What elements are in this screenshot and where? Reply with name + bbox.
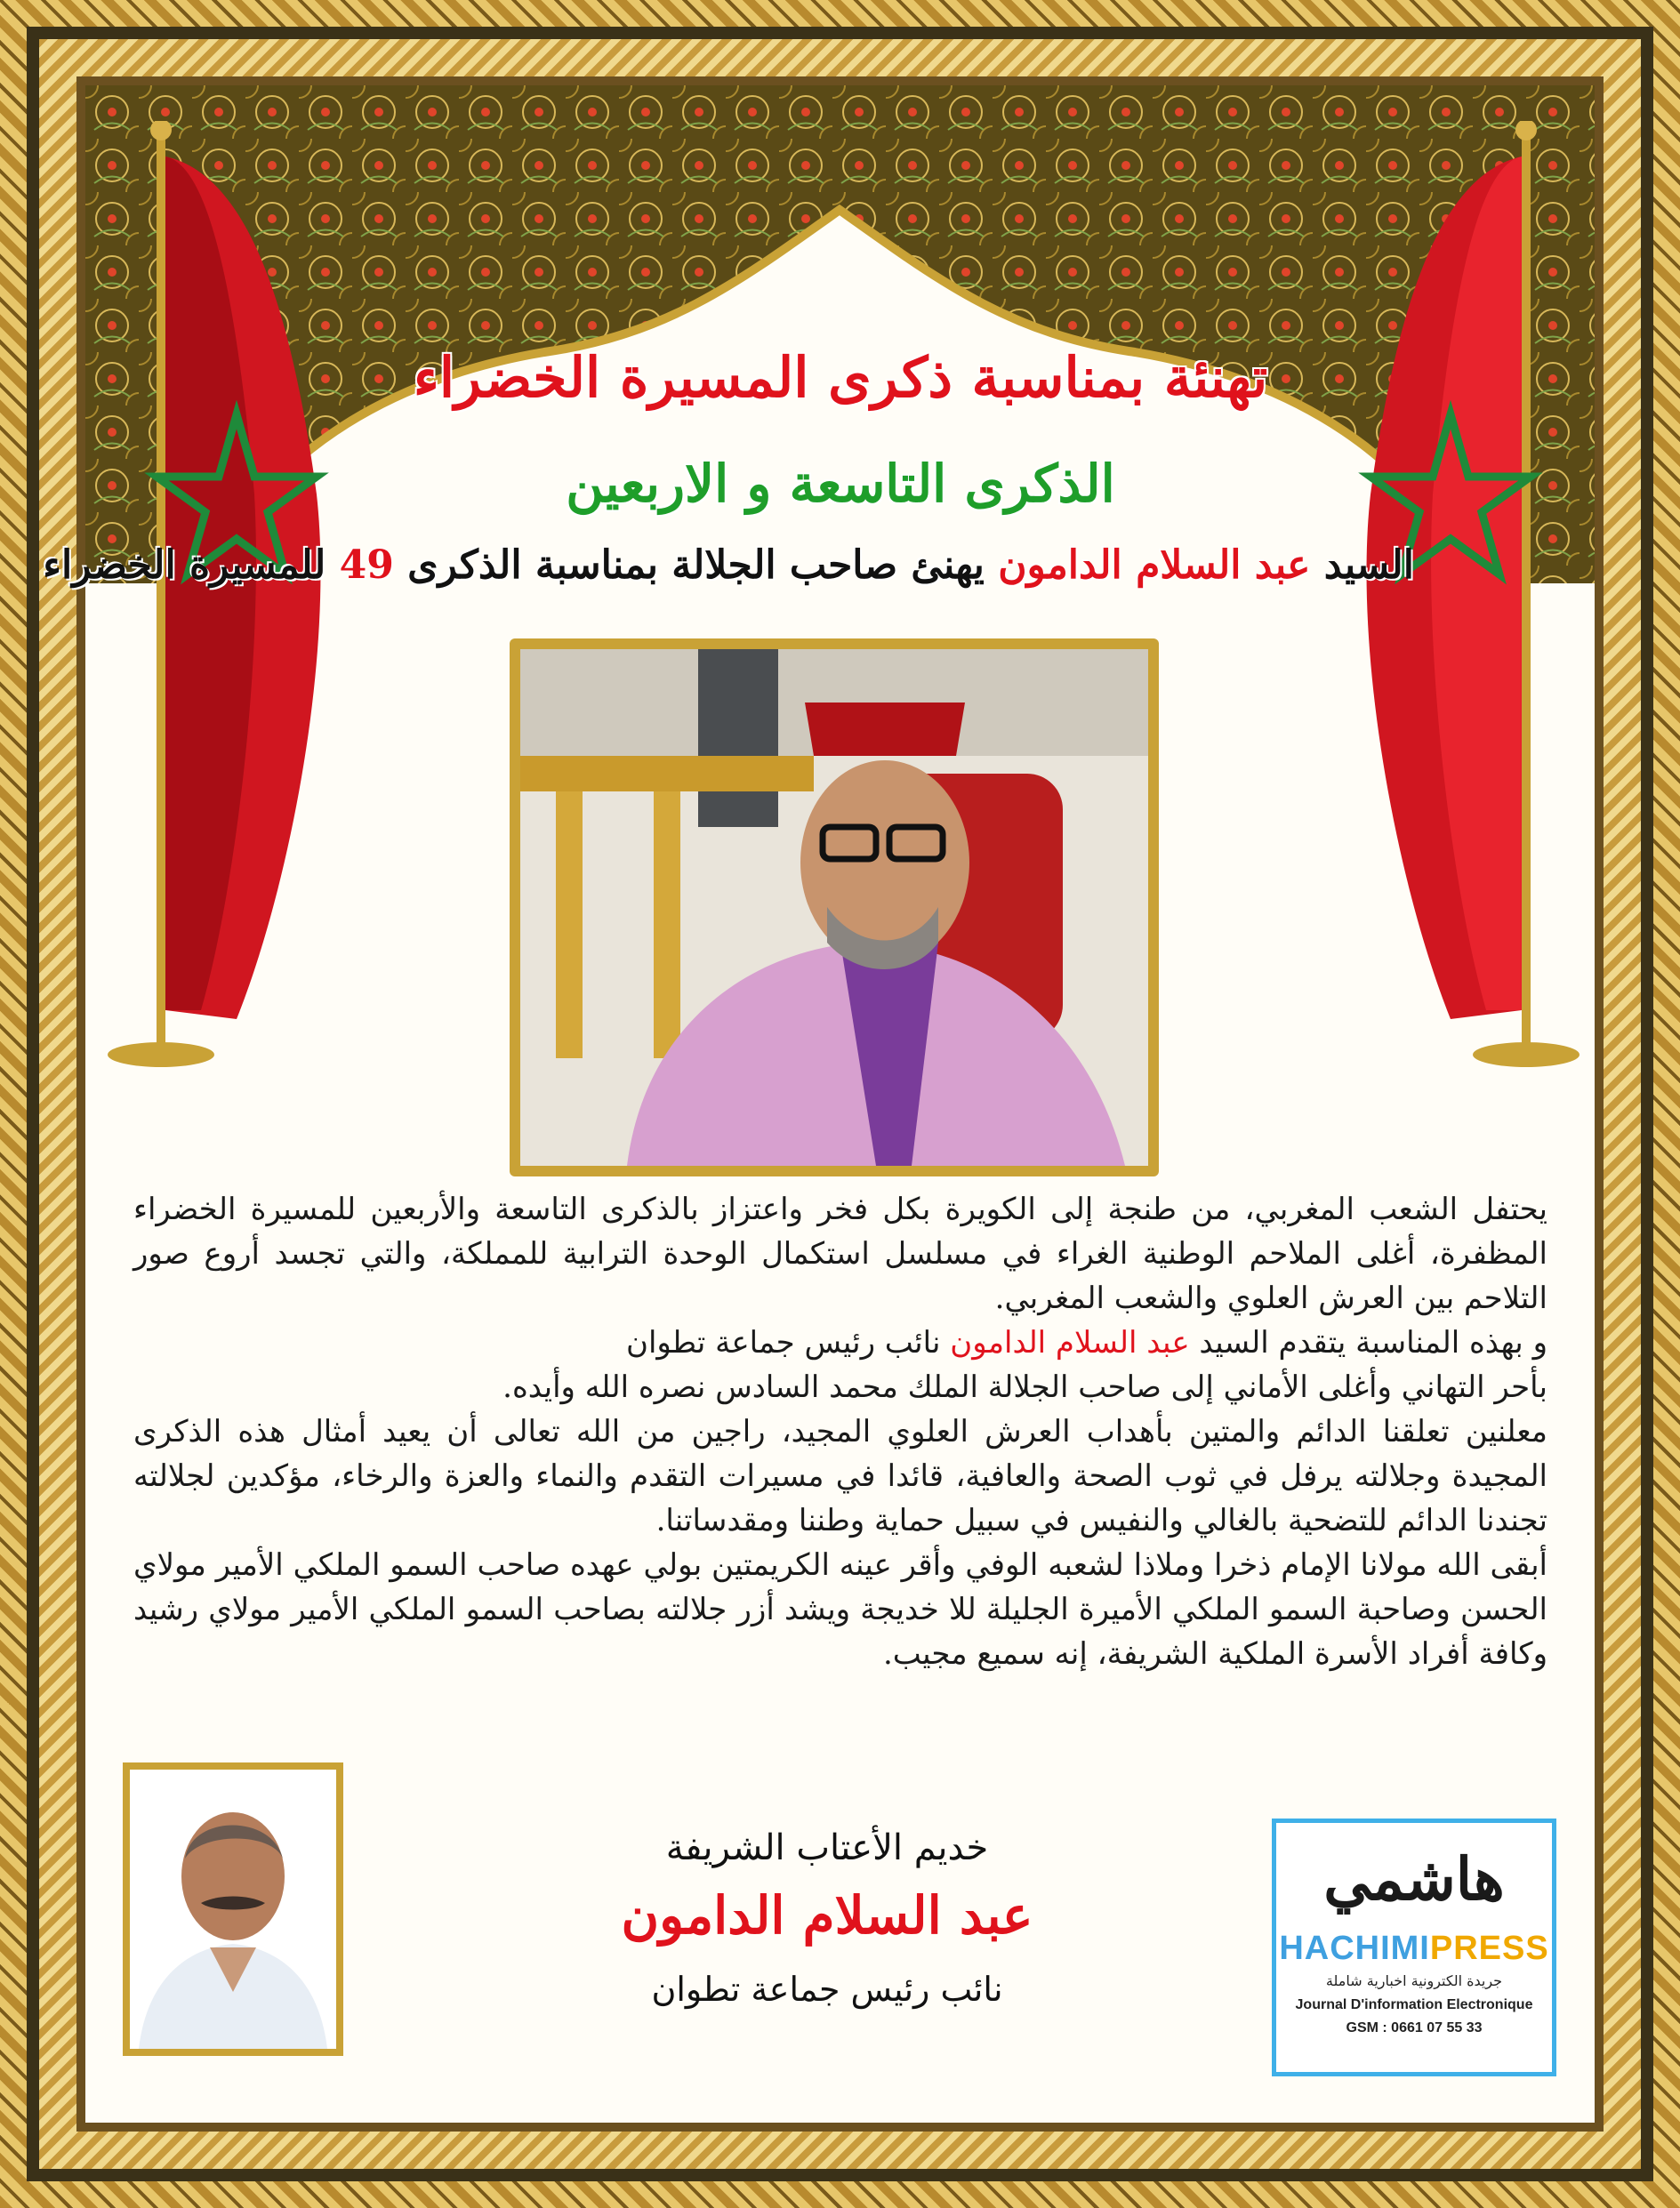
king-photo [520,649,1148,1166]
logo-brand-part2: PRESS [1429,1930,1549,1967]
headline-name: عبد السلام الدامون [998,542,1311,588]
logo-tagline-arabic: جريدة الكترونية اخبارية شاملة [1325,1972,1503,1989]
flag-left [85,121,370,1090]
message-paragraph: معلنين تعلقنا الدائم والمتين بأهداب العرش العلوي المجيد، راجين من الله تعالى أن يعيد أمثال هذه الذكرى المجيدة وجلالته يرفل في ثوب الصحة والعافية، قائدا في مسيرات التقدم والنماء والعزة والرخاء، مؤكدين لجلالته تجندنا الدائم للتضحية بالغالي والنفيس في سبيل حماية وطننا ومقدساتنا. [133,1414,1547,1538]
hachimi-press-logo [1272,1819,1556,2076]
flag-right [1317,121,1595,1090]
logo-brand [1276,1930,1552,1968]
headline-mid: يهنئ صاحب الجلالة بمناسبة الذكرى [407,542,985,588]
sender-portrait [130,1770,336,2049]
headline-prefix: السيد [1323,542,1414,588]
message-body [133,1187,1547,1676]
logo-arabic-wordmark: هاشمي [1323,1844,1505,1914]
para2-suffix: نائب رئيس جماعة تطوان [626,1325,941,1361]
para2-prefix: و بهذه المناسبة يتقدم السيد [1199,1325,1547,1361]
logo-phone: GSM : 0661 07 55 33 [1346,2020,1483,2035]
headline-number: 49 [339,542,394,588]
logo-tagline-french: Journal D'information Electronique [1295,1997,1533,2012]
para2-name: عبد السلام الدامون [950,1325,1190,1361]
main-title: تهنئة بمناسبة ذكرى المسيرة الخضراء [413,345,1268,410]
message-paragraph: أبقى الله مولانا الإمام ذخرا وملاذا لشعبه الوفي وأقر عينه الكريمتين بولي عهده صاحب السمو الملكي الأمير مولاي الحسن وصاحبة السمو الملكي الأميرة الجليلة للا خديجة ويشد أزر جلالته بصاحب السمو الملكي الأمير مولاي رشيد وكافة أفراد الأسرة الملكية الشريفة، إنه سميع مجيب. [133,1547,1547,1672]
message-paragraph: بأحر التهاني وأغلى الأماني إلى صاحب الجلالة الملك محمد السادس نصره الله وأيده. [502,1369,1547,1405]
message-paragraph: يحتفل الشعب المغربي، من طنجة إلى الكويرة بكل فخر واعتزاز بالذكرى التاسعة والأربعين للمسيرة الخضراء المظفرة، أغلى الملاحم الوطنية الغراء في مسلسل استكمال الوحدة الترابية للمملكة، والتي تجسد أروع صور التلاحم بين العرش العلوي والشعب المغربي. [133,1192,1547,1316]
signature-name: عبد السلام الدامون [621,1885,1033,1946]
signature-title: نائب رئيس جماعة تطوان [651,1970,1003,2009]
congratulation-headline [43,542,1414,588]
logo-brand-part1: HACHIMI [1279,1930,1430,1967]
headline-suffix: للمسيرة الخضراء [43,542,326,588]
message-paragraph [133,1321,1547,1365]
subtitle: الذكرى التاسعة و الاربعين [566,454,1115,514]
signature-label: خديم الأعتاب الشريفة [665,1827,989,1868]
